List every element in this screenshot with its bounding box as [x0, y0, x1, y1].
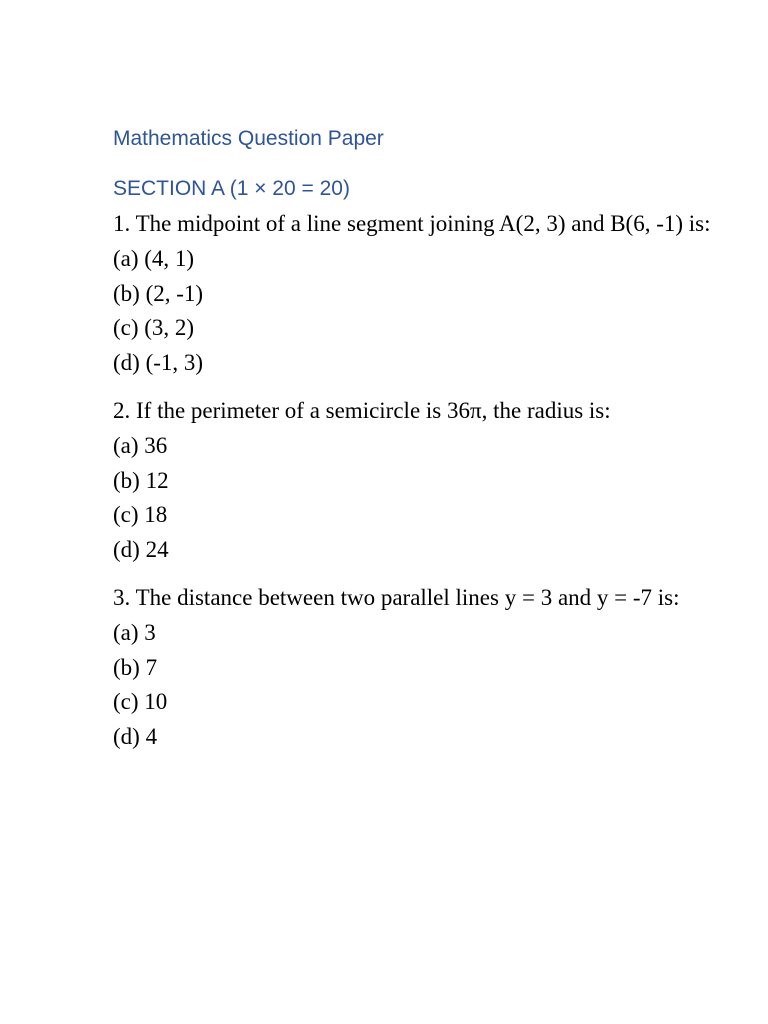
question-text: 3. The distance between two parallel lines y = 3 and y = -7 is:	[113, 584, 680, 610]
section-heading: SECTION A (1 × 20 = 20)	[113, 177, 350, 200]
question-3	[113, 581, 713, 755]
option-a: (a) (4, 1)	[113, 245, 195, 271]
option-c: (c) 18	[113, 502, 168, 528]
question-1	[113, 207, 713, 381]
option-c: (c) 10	[113, 689, 168, 715]
option-d: (d) 4	[113, 724, 158, 750]
option-c: (c) (3, 2)	[113, 315, 195, 341]
option-b: (b) 7	[113, 654, 158, 680]
option-b: (b) 12	[113, 467, 169, 493]
option-d: (d) 24	[113, 537, 169, 563]
question-text: 2. If the perimeter of a semicircle is 36π, the radius is:	[113, 397, 611, 423]
document-page	[113, 124, 713, 768]
option-d: (d) (-1, 3)	[113, 350, 204, 376]
option-a: (a) 36	[113, 432, 168, 458]
question-2	[113, 394, 713, 568]
question-text: 1. The midpoint of a line segment joining A(2, 3) and B(6, -1) is:	[113, 211, 711, 236]
document-title: Mathematics Question Paper	[113, 127, 384, 150]
option-a: (a) 3	[113, 619, 156, 645]
option-b: (b) (2, -1)	[113, 280, 204, 306]
